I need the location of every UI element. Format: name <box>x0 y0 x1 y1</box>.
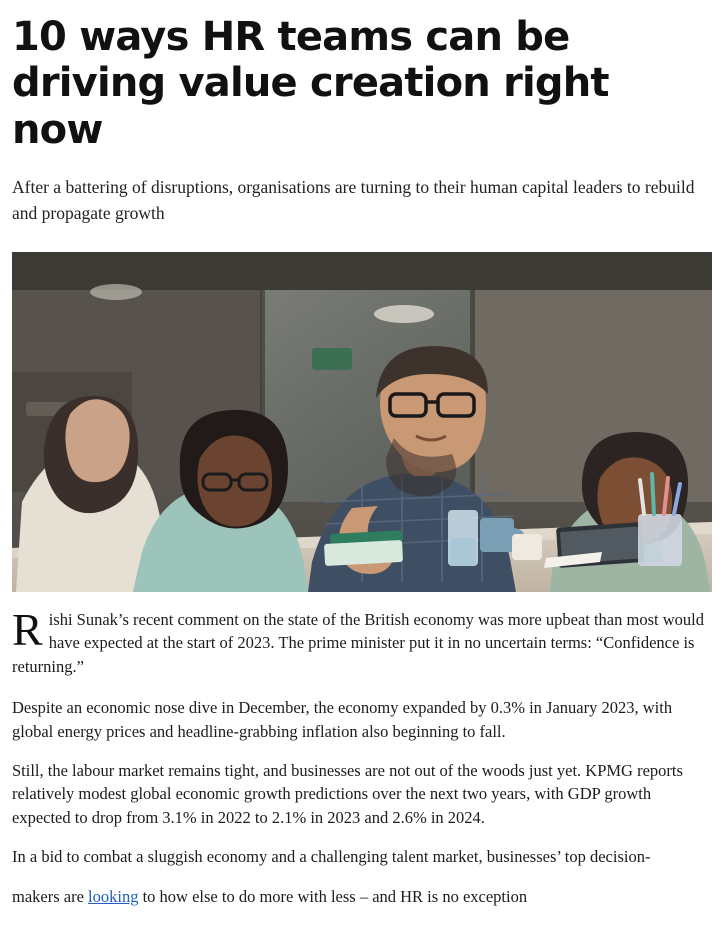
hero-image-graphic <box>12 252 712 592</box>
inline-link[interactable]: looking <box>88 886 139 906</box>
paragraph-text: ishi Sunak’s recent comment on the state of the British economy was more upbeat than most would have expected at the start of 2023. The prime minister put it in no uncertain terms: “Confidence is returning.” <box>12 609 704 676</box>
article-paragraph-4: In a bid to combat a sluggish economy and a challenging talent market, businesses’ top decision- <box>12 847 651 867</box>
article-paragraph-2: Despite an economic nose dive in December, the economy expanded by 0.3% in January 2023, with global energy prices and headline-grabbing inflation also beginning to fall. <box>12 698 673 741</box>
hero-image <box>12 252 712 592</box>
article-paragraph-1 <box>12 603 712 678</box>
article-page <box>0 14 724 944</box>
article-paragraph-3: Still, the labour market remains tight, and businesses are not out of the woods just yet. KPMG reports relatively modest global economic growth predictions over the next two years, with GDP growth expected to drop from 3.1% in 2022 to 2.1% in 2023 and 2.6% in 2024. <box>12 761 683 827</box>
paragraph-text-prefix: makers are <box>12 886 89 906</box>
article-body <box>12 603 712 908</box>
page-title: 10 ways HR teams can be driving value creation right now <box>12 14 609 153</box>
article-paragraph-5 <box>12 885 712 908</box>
article-standfirst: After a battering of disruptions, organisations are turning to their human capital leaders to rebuild and propagate growth <box>12 177 695 223</box>
dropcap: R <box>12 603 43 655</box>
paragraph-text-suffix: to how else to do more with less – and HR is no exception <box>138 886 528 906</box>
